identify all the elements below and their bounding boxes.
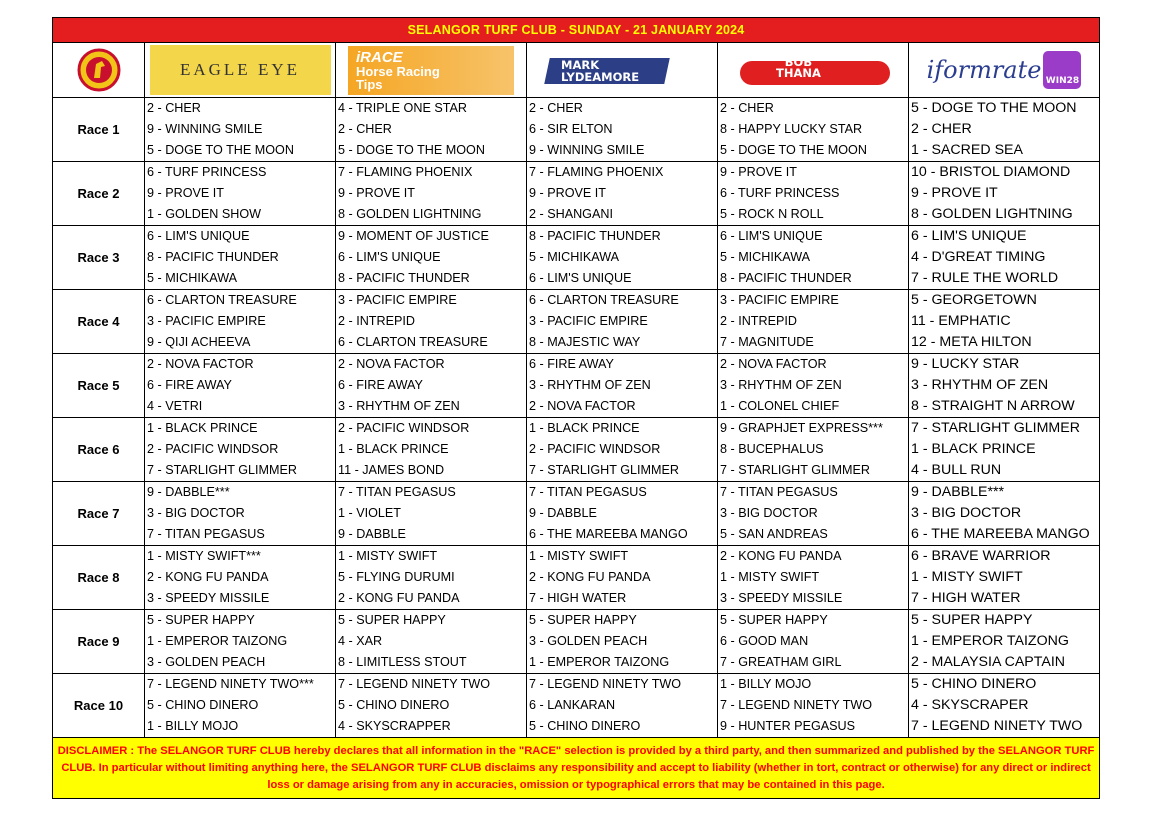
pick-entry: 9 - MOMENT OF JUSTICE (338, 229, 489, 243)
pick-entry: 6 - BRAVE WARRIOR (911, 548, 1051, 564)
pick-entry: 2 - KONG FU PANDA (720, 549, 842, 563)
pick-entry: 6 - SIR ELTON (529, 122, 613, 136)
pick-entry: 6 - CLARTON TREASURE (529, 293, 679, 307)
pick-entry: 3 - SPEEDY MISSILE (720, 591, 843, 605)
pick-entry: 1 - MISTY SWIFT (720, 570, 820, 584)
tipster-picks-cell (909, 418, 1100, 482)
pick-entry: 4 - TRIPLE ONE STAR (338, 101, 467, 115)
tipster-picks-cell (527, 226, 718, 290)
pick-entry: 6 - LIM'S UNIQUE (147, 229, 250, 243)
pick-entry: 1 - EMPEROR TAIZONG (911, 633, 1069, 649)
pick-entry: 11 - JAMES BOND (338, 463, 445, 477)
bob-first: BOB (784, 55, 813, 69)
pick-entry: 7 - LEGEND NINETY TWO (529, 677, 682, 691)
pick-entry: 8 - PACIFIC THUNDER (720, 271, 852, 285)
pick-entry: 1 - BLACK PRINCE (338, 442, 449, 456)
pick-entry: 8 - LIMITLESS STOUT (338, 655, 467, 669)
pick-entry: 6 - THE MAREEBA MANGO (911, 526, 1090, 542)
pick-entry: 3 - GOLDEN PEACH (147, 655, 266, 669)
tipster-picks-cell (145, 226, 336, 290)
tipster-picks-cell (336, 226, 527, 290)
pick-entry: 9 - DABBLE*** (147, 485, 230, 499)
pick-entry: 7 - GREATHAM GIRL (720, 655, 842, 669)
pick-entry: 7 - LEGEND NINETY TWO (720, 698, 873, 712)
pick-entry: 8 - MAJESTIC WAY (529, 335, 641, 349)
pick-entry: 1 - BLACK PRINCE (529, 421, 640, 435)
pick-entry: 1 - MISTY SWIFT (911, 569, 1023, 585)
pick-entry: 7 - TITAN PEGASUS (529, 485, 647, 499)
page-title: SELANGOR TURF CLUB - SUNDAY - 21 JANUARY 2024 (53, 18, 1100, 43)
pick-entry: 9 - WINNING SMILE (529, 143, 645, 157)
pick-entry: 4 - SKYSCRAPPER (338, 719, 451, 733)
race-label: Race 6 (53, 418, 145, 482)
pick-entry: 6 - LIM'S UNIQUE (529, 271, 632, 285)
pick-entry: 7 - TITAN PEGASUS (338, 485, 456, 499)
race-row (53, 546, 1100, 610)
pick-entry: 1 - MISTY SWIFT (529, 549, 629, 563)
pick-entry: 2 - NOVA FACTOR (147, 357, 254, 371)
tipster-picks-cell (527, 98, 718, 162)
pick-entry: 2 - CHER (911, 121, 972, 137)
pick-entry: 6 - LIM'S UNIQUE (338, 250, 441, 264)
pick-entry: 6 - TURF PRINCESS (720, 186, 840, 200)
pick-entry: 6 - CLARTON TREASURE (147, 293, 297, 307)
pick-entry: 3 - SPEEDY MISSILE (147, 591, 270, 605)
irace-brand: iRACE (356, 48, 403, 66)
race-row (53, 354, 1100, 418)
pick-entry: 1 - BLACK PRINCE (911, 441, 1036, 457)
tipster-picks-cell (336, 546, 527, 610)
tipster-logo-cell (718, 43, 909, 98)
pick-entry: 5 - DOGE TO THE MOON (338, 143, 485, 157)
pick-entry: 4 - XAR (338, 634, 383, 648)
pick-entry: 7 - LEGEND NINETY TWO (911, 718, 1083, 734)
pick-entry: 2 - KONG FU PANDA (147, 570, 269, 584)
pick-entry: 7 - STARLIGHT GLIMMER (911, 420, 1080, 436)
tipster-picks-cell (145, 354, 336, 418)
pick-entry: 6 - CLARTON TREASURE (338, 335, 488, 349)
tipster-picks-cell (909, 162, 1100, 226)
race-label: Race 1 (53, 98, 145, 162)
pick-entry: 9 - PROVE IT (529, 186, 606, 200)
tipster-picks-cell (909, 610, 1100, 674)
mark-first: MARK (561, 58, 600, 72)
pick-entry: 8 - PACIFIC THUNDER (147, 250, 279, 264)
race-row (53, 162, 1100, 226)
tipster-picks-cell (718, 98, 909, 162)
pick-entry: 1 - MISTY SWIFT*** (147, 549, 261, 563)
pick-entry: 8 - HAPPY LUCKY STAR (720, 122, 863, 136)
pick-entry: 1 - BILLY MOJO (147, 719, 239, 733)
tipster-picks-cell (527, 482, 718, 546)
bob-thana-logo (730, 49, 896, 91)
pick-entry: 6 - LIM'S UNIQUE (911, 228, 1027, 244)
pick-entry: 9 - WINNING SMILE (147, 122, 263, 136)
race-label: Race 5 (53, 354, 145, 418)
pick-entry: 1 - BLACK PRINCE (147, 421, 258, 435)
race-row (53, 226, 1100, 290)
tipster-picks-cell (336, 162, 527, 226)
tipster-picks-cell (527, 546, 718, 610)
tipster-picks-cell (145, 546, 336, 610)
pick-entry: 5 - ROCK N ROLL (720, 207, 824, 221)
pick-entry: 6 - FIRE AWAY (338, 378, 423, 392)
eagle-eye-logo (150, 45, 331, 95)
pick-entry: 9 - DABBLE (338, 527, 406, 541)
pick-entry: 1 - MISTY SWIFT (338, 549, 438, 563)
race-row (53, 674, 1100, 738)
pick-entry: 2 - NOVA FACTOR (338, 357, 445, 371)
pick-entry: 5 - MICHIKAWA (147, 271, 238, 285)
pick-entry: 5 - DOGE TO THE MOON (720, 143, 867, 157)
pick-entry: 6 - GOOD MAN (720, 634, 809, 648)
tipster-picks-cell (909, 482, 1100, 546)
pick-entry: 4 - D'GREAT TIMING (911, 249, 1046, 265)
tipster-picks-cell (145, 610, 336, 674)
pick-entry: 5 - DOGE TO THE MOON (147, 143, 294, 157)
pick-entry: 3 - GOLDEN PEACH (529, 634, 648, 648)
pick-entry: 2 - CHER (720, 101, 774, 115)
tipster-picks-cell (145, 418, 336, 482)
tipster-picks-cell (145, 674, 336, 738)
tipster-picks-cell (336, 354, 527, 418)
pick-entry: 2 - CHER (338, 122, 392, 136)
tipster-picks-cell (145, 290, 336, 354)
race-label: Race 2 (53, 162, 145, 226)
pick-entry: 6 - FIRE AWAY (147, 378, 232, 392)
tipster-logo-cell (145, 43, 336, 98)
irace-tagline: Horse Racing (356, 63, 440, 79)
pick-entry: 8 - PACIFIC THUNDER (529, 229, 661, 243)
pick-entry: 3 - RHYTHM OF ZEN (720, 378, 842, 392)
pick-entry: 9 - LUCKY STAR (911, 356, 1020, 372)
tipster-picks-cell (909, 226, 1100, 290)
iformrate-text: iformrate (926, 56, 1042, 84)
pick-entry: 7 - FLAMING PHOENIX (338, 165, 473, 179)
pick-entry: 9 - QIJI ACHEEVA (147, 335, 251, 349)
pick-entry: 2 - PACIFIC WINDSOR (147, 442, 279, 456)
tipster-logo-cell (336, 43, 527, 98)
pick-entry: 8 - GOLDEN LIGHTNING (911, 206, 1073, 222)
tipster-picks-cell (145, 482, 336, 546)
iformrate-logo (919, 47, 1089, 93)
race-selection-table (52, 17, 1100, 799)
stc-crest-icon (53, 48, 144, 92)
pick-entry: 3 - BIG DOCTOR (147, 506, 245, 520)
race-row (53, 98, 1100, 162)
pick-entry: 2 - KONG FU PANDA (338, 591, 460, 605)
tipster-picks-cell (336, 482, 527, 546)
pick-entry: 5 - FLYING DURUMI (338, 570, 455, 584)
tipster-picks-cell (718, 418, 909, 482)
pick-entry: 2 - CHER (529, 101, 583, 115)
tipster-picks-cell (336, 290, 527, 354)
race-row (53, 482, 1100, 546)
tipster-picks-cell (527, 290, 718, 354)
disclaimer-text: DISCLAIMER : The SELANGOR TURF CLUB hereby declares that all information in the "RACE" selection is provided by a third party, and then summarized and published by the SELANGOR TURF CLUB. In particular without limiting anything here, the SELANGOR TURF CLUB disclaims any responsibility and accept to liability (whether in tort, contract or otherwise) for any direct or indirect loss or damage arising from any in accuracies, omission or typographical errors that may be contained in this page. (53, 738, 1100, 799)
pick-entry: 1 - BILLY MOJO (720, 677, 812, 691)
tipster-picks-cell (527, 354, 718, 418)
tipster-picks-cell (718, 546, 909, 610)
win28-badge: WIN28 (1043, 51, 1081, 89)
pick-entry: 2 - MALAYSIA CAPTAIN (911, 654, 1066, 670)
pick-entry: 7 - STARLIGHT GLIMMER (529, 463, 679, 477)
tipster-picks-cell (909, 674, 1100, 738)
pick-entry: 3 - RHYTHM OF ZEN (338, 399, 460, 413)
tipster-picks-cell (336, 674, 527, 738)
pick-entry: 2 - PACIFIC WINDSOR (338, 421, 470, 435)
tipster-picks-cell (336, 418, 527, 482)
pick-entry: 7 - STARLIGHT GLIMMER (720, 463, 870, 477)
pick-entry: 6 - LANKARAN (529, 698, 616, 712)
tipster-picks-cell (527, 162, 718, 226)
pick-entry: 9 - DABBLE*** (911, 484, 1005, 500)
pick-entry: 5 - GEORGETOWN (911, 292, 1037, 308)
tipster-picks-cell (909, 98, 1100, 162)
pick-entry: 5 - DOGE TO THE MOON (911, 100, 1077, 116)
irace-logo (348, 46, 514, 95)
tipster-picks-cell (527, 418, 718, 482)
pick-entry: 7 - TITAN PEGASUS (720, 485, 838, 499)
bob-last: THANA (776, 66, 821, 80)
disclaimer-row (53, 738, 1100, 799)
title-row (53, 18, 1100, 43)
pick-entry: 3 - RHYTHM OF ZEN (911, 377, 1049, 393)
pick-entry: 8 - GOLDEN LIGHTNING (338, 207, 482, 221)
pick-entry: 5 - SUPER HAPPY (147, 613, 255, 627)
tipster-logo-cell (527, 43, 718, 98)
irace-tagline-2: Tips (356, 76, 383, 92)
club-logo-cell (53, 43, 145, 98)
pick-entry: 7 - FLAMING PHOENIX (529, 165, 664, 179)
tipster-picks-cell (336, 610, 527, 674)
tipster-picks-cell (145, 162, 336, 226)
pick-entry: 5 - SUPER HAPPY (720, 613, 828, 627)
pick-entry: 9 - HUNTER PEGASUS (720, 719, 856, 733)
pick-entry: 5 - CHINO DINERO (338, 698, 450, 712)
race-label: Race 8 (53, 546, 145, 610)
pick-entry: 9 - GRAPHJET EXPRESS*** (720, 421, 883, 435)
pick-entry: 1 - COLONEL CHIEF (720, 399, 840, 413)
tipster-picks-cell (909, 290, 1100, 354)
pick-entry: 7 - LEGEND NINETY TWO (338, 677, 491, 691)
pick-entry: 8 - PACIFIC THUNDER (338, 271, 470, 285)
tipster-picks-cell (909, 546, 1100, 610)
pick-entry: 3 - PACIFIC EMPIRE (338, 293, 457, 307)
tipster-picks-cell (909, 354, 1100, 418)
pick-entry: 9 - PROVE IT (720, 165, 797, 179)
pick-entry: 2 - CHER (147, 101, 201, 115)
pick-entry: 3 - BIG DOCTOR (911, 505, 1022, 521)
pick-entry: 8 - BUCEPHALUS (720, 442, 824, 456)
pick-entry: 7 - STARLIGHT GLIMMER (147, 463, 297, 477)
race-label: Race 10 (53, 674, 145, 738)
pick-entry: 7 - HIGH WATER (529, 591, 627, 605)
pick-entry: 2 - SHANGANI (529, 207, 613, 221)
pick-entry: 1 - VIOLET (338, 506, 401, 520)
pick-entry: 3 - PACIFIC EMPIRE (529, 314, 648, 328)
pick-entry: 2 - PACIFIC WINDSOR (529, 442, 661, 456)
pick-entry: 6 - THE MAREEBA MANGO (529, 527, 688, 541)
pick-entry: 2 - INTREPID (338, 314, 415, 328)
pick-entry: 3 - BIG DOCTOR (720, 506, 818, 520)
mark-lydeamore-logo (547, 50, 697, 90)
pick-entry: 1 - EMPEROR TAIZONG (529, 655, 670, 669)
pick-entry: 2 - NOVA FACTOR (529, 399, 636, 413)
race-row (53, 418, 1100, 482)
tipster-logo-cell (909, 43, 1100, 98)
pick-entry: 3 - PACIFIC EMPIRE (720, 293, 839, 307)
pick-entry: 5 - SUPER HAPPY (338, 613, 446, 627)
pick-entry: 4 - VETRI (147, 399, 203, 413)
race-row (53, 290, 1100, 354)
pick-entry: 5 - CHINO DINERO (147, 698, 259, 712)
pick-entry: 10 - BRISTOL DIAMOND (911, 164, 1071, 180)
tipster-picks-cell (336, 98, 527, 162)
pick-entry: 6 - LIM'S UNIQUE (720, 229, 823, 243)
tipster-picks-cell (718, 354, 909, 418)
tipster-picks-cell (718, 674, 909, 738)
pick-entry: 5 - SUPER HAPPY (911, 612, 1033, 628)
pick-entry: 5 - MICHIKAWA (529, 250, 620, 264)
pick-entry: 7 - RULE THE WORLD (911, 270, 1059, 286)
pick-entry: 7 - MAGNITUDE (720, 335, 814, 349)
tipster-picks-cell (527, 610, 718, 674)
pick-entry: 2 - NOVA FACTOR (720, 357, 827, 371)
pick-entry: 9 - PROVE IT (338, 186, 415, 200)
pick-entry: 1 - GOLDEN SHOW (147, 207, 262, 221)
pick-entry: 9 - DABBLE (529, 506, 597, 520)
race-label: Race 4 (53, 290, 145, 354)
race-row (53, 610, 1100, 674)
pick-entry: 1 - SACRED SEA (911, 142, 1023, 158)
tipster-picks-cell (527, 674, 718, 738)
race-label: Race 9 (53, 610, 145, 674)
logo-row (53, 43, 1100, 98)
pick-entry: 6 - FIRE AWAY (529, 357, 614, 371)
tipster-picks-cell (145, 98, 336, 162)
tipster-picks-cell (718, 226, 909, 290)
tipster-picks-cell (718, 290, 909, 354)
pick-entry: 9 - PROVE IT (147, 186, 224, 200)
pick-entry: 2 - KONG FU PANDA (529, 570, 651, 584)
pick-entry: 3 - PACIFIC EMPIRE (147, 314, 266, 328)
tipster-picks-cell (718, 482, 909, 546)
pick-entry: 12 - META HILTON (911, 334, 1032, 350)
pick-entry: 11 - EMPHATIC (911, 313, 1011, 329)
pick-entry: 6 - TURF PRINCESS (147, 165, 267, 179)
pick-entry: 7 - HIGH WATER (911, 590, 1021, 606)
pick-entry: 5 - MICHIKAWA (720, 250, 811, 264)
pick-entry: 7 - TITAN PEGASUS (147, 527, 265, 541)
pick-entry: 9 - PROVE IT (911, 185, 998, 201)
eagle-eye-text: EAGLE EYE (179, 60, 300, 79)
pick-entry: 4 - SKYSCRAPER (911, 697, 1029, 713)
race-label: Race 7 (53, 482, 145, 546)
pick-entry: 2 - INTREPID (720, 314, 797, 328)
pick-entry: 8 - STRAIGHT N ARROW (911, 398, 1075, 414)
race-label: Race 3 (53, 226, 145, 290)
pick-entry: 4 - BULL RUN (911, 462, 1002, 478)
tipster-picks-cell (718, 610, 909, 674)
pick-entry: 5 - SUPER HAPPY (529, 613, 637, 627)
pick-entry: 3 - RHYTHM OF ZEN (529, 378, 651, 392)
pick-entry: 1 - EMPEROR TAIZONG (147, 634, 288, 648)
pick-entry: 7 - LEGEND NINETY TWO*** (147, 677, 314, 691)
mark-last: LYDEAMORE (561, 70, 640, 84)
pick-entry: 5 - CHINO DINERO (911, 676, 1037, 692)
pick-entry: 5 - CHINO DINERO (529, 719, 641, 733)
tipster-picks-cell (718, 162, 909, 226)
pick-entry: 5 - SAN ANDREAS (720, 527, 828, 541)
